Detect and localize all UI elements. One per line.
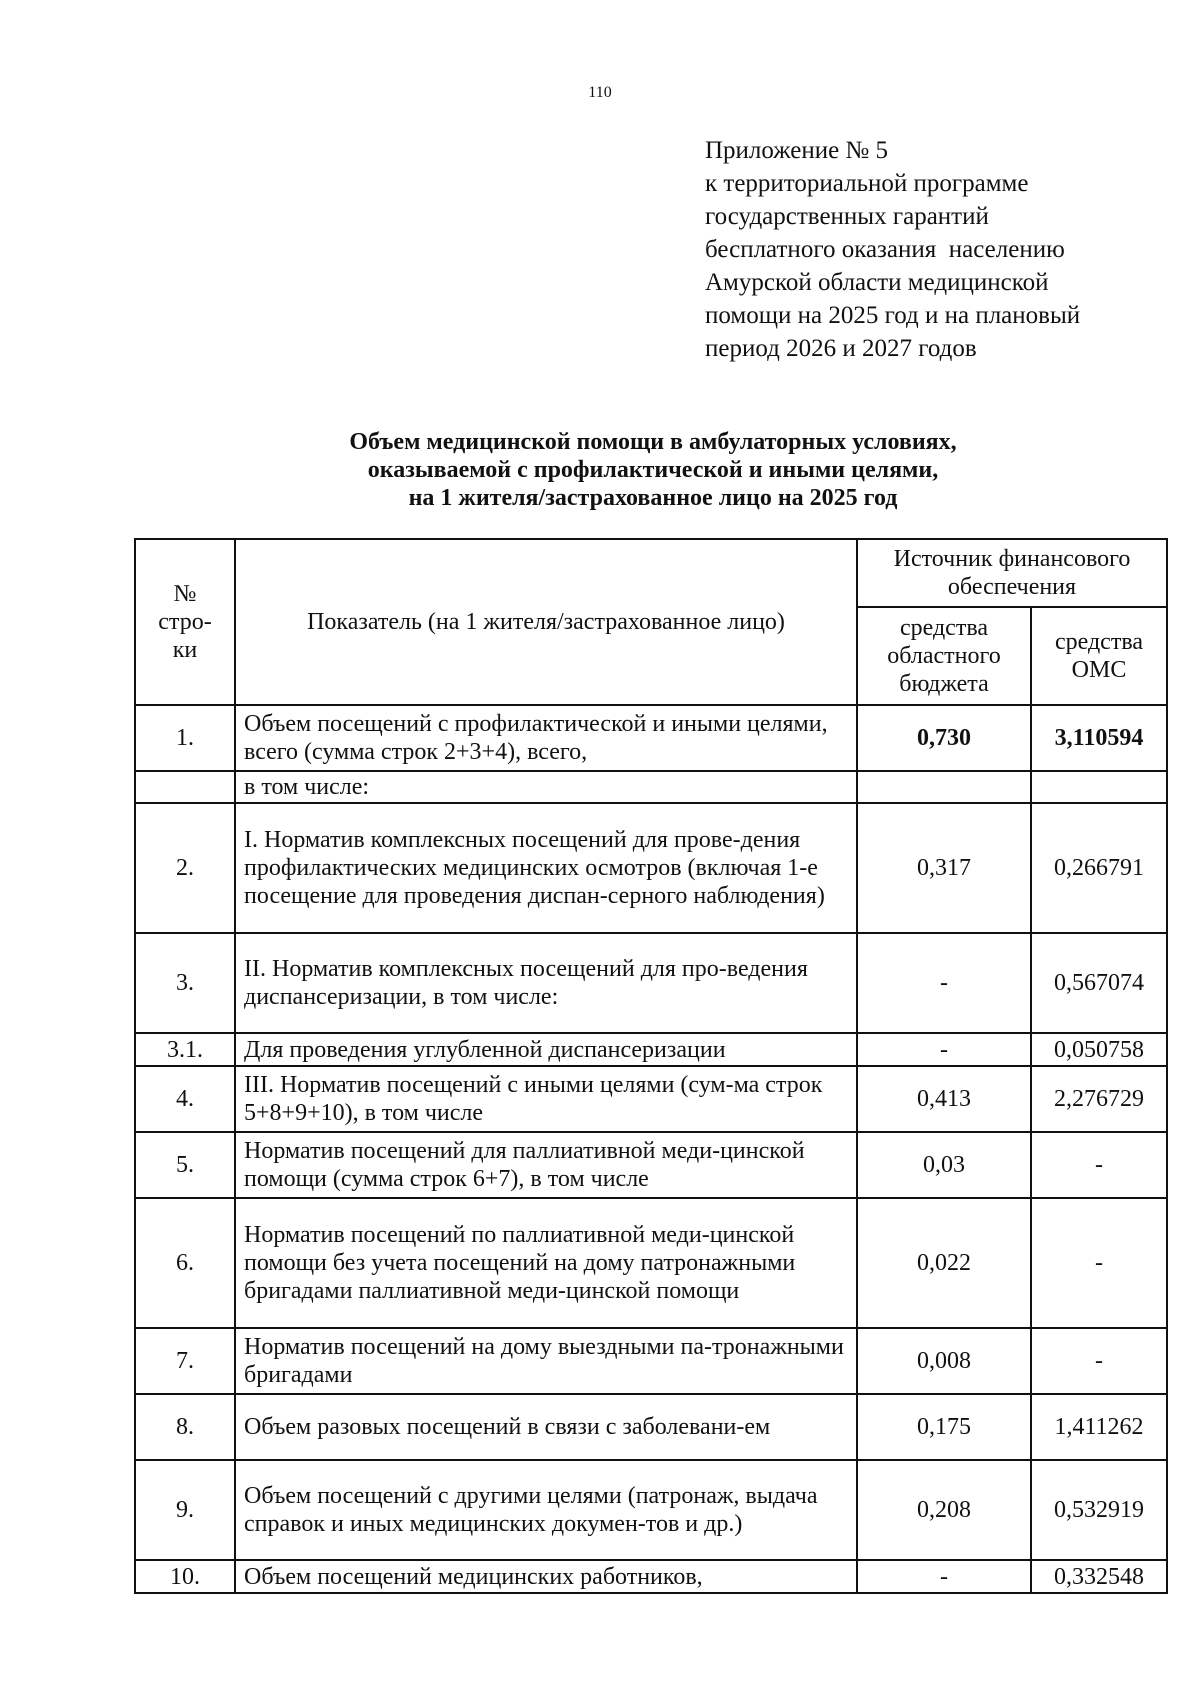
row-number: 1. [135, 705, 235, 771]
row-number: 6. [135, 1198, 235, 1328]
row-oms-value: 0,532919 [1031, 1460, 1167, 1560]
title-line: Объем медицинской помощи в амбулаторных условиях, [349, 429, 957, 455]
row-oms-value: 0,332548 [1031, 1560, 1167, 1593]
row-oms-value [1031, 771, 1167, 803]
row-oms-value: 0,050758 [1031, 1033, 1167, 1066]
appendix-line: помощи на 2025 год и на плановый [705, 302, 1081, 329]
volume-table [134, 538, 1168, 1594]
title-line: оказываемой с профилактической и иными целями, [367, 457, 939, 483]
row-oms-value: - [1031, 1198, 1167, 1328]
appendix-line: к территориальной программе [705, 170, 1029, 197]
appendix-line: период 2026 и 2027 годов [705, 335, 977, 362]
title-line: на 1 жителя/застрахованное лицо на 2025 год [408, 485, 898, 511]
table-row [135, 1132, 1167, 1198]
row-budget-value: 0,413 [857, 1066, 1031, 1132]
row-number [135, 771, 235, 803]
page-number: 110 [588, 84, 612, 101]
row-indicator: в том числе: [235, 771, 857, 803]
row-indicator: I. Норматив комплексных посещений для прове-дения профилактических медицинских осмотров (включая 1-е посещение для проведения диспан-серного наблюдения) [235, 803, 857, 933]
row-oms-value: 3,110594 [1031, 705, 1167, 771]
table-row [135, 771, 1167, 803]
row-budget-value: 0,03 [857, 1132, 1031, 1198]
row-oms-value: 1,411262 [1031, 1394, 1167, 1460]
row-budget-value: - [857, 1560, 1031, 1593]
row-number: 10. [135, 1560, 235, 1593]
row-indicator: Объем разовых посещений в связи с заболевани-ем [235, 1394, 857, 1460]
appendix-line: Амурской области медицинской [705, 269, 1049, 296]
row-budget-value: 0,008 [857, 1328, 1031, 1394]
row-budget-value: 0,208 [857, 1460, 1031, 1560]
row-number: 3. [135, 933, 235, 1033]
row-budget-value: 0,175 [857, 1394, 1031, 1460]
row-budget-value: 0,730 [857, 705, 1031, 771]
row-number: 7. [135, 1328, 235, 1394]
table-row [135, 803, 1167, 933]
row-oms-value: 0,266791 [1031, 803, 1167, 933]
row-indicator: Объем посещений с другими целями (патронаж, выдача справок и иных медицинских докумен-тов и др.) [235, 1460, 857, 1560]
table-row [135, 1394, 1167, 1460]
table-row [135, 933, 1167, 1033]
table-row [135, 1560, 1167, 1593]
appendix-header [705, 134, 1155, 365]
row-oms-value: 2,276729 [1031, 1066, 1167, 1132]
document-title [0, 428, 1200, 512]
row-number: 2. [135, 803, 235, 933]
table-row [135, 1198, 1167, 1328]
row-oms-value: - [1031, 1328, 1167, 1394]
header-oms: средства ОМС [1031, 607, 1167, 705]
row-oms-value: - [1031, 1132, 1167, 1198]
row-indicator: II. Норматив комплексных посещений для про-ведения диспансеризации, в том числе: [235, 933, 857, 1033]
table-row [135, 705, 1167, 771]
row-indicator: Норматив посещений по паллиативной меди-цинской помощи без учета посещений на дому патронажными бригадами паллиативной меди-цинской помощи [235, 1198, 857, 1328]
row-number: 4. [135, 1066, 235, 1132]
row-number: 8. [135, 1394, 235, 1460]
appendix-line: Приложение № 5 [705, 137, 889, 164]
header-indicator: Показатель (на 1 жителя/застрахованное лицо) [235, 539, 857, 705]
row-oms-value: 0,567074 [1031, 933, 1167, 1033]
row-budget-value: - [857, 1033, 1031, 1066]
row-indicator: III. Норматив посещений с иными целями (сум-ма строк 5+8+9+10), в том числе [235, 1066, 857, 1132]
table-row [135, 1328, 1167, 1394]
header-funding-source: Источник финансового обеспечения [857, 539, 1167, 607]
appendix-line: бесплатного оказания населению [705, 236, 1065, 263]
row-indicator: Объем посещений с профилактической и иными целями, всего (сумма строк 2+3+4), всего, [235, 705, 857, 771]
row-number: 5. [135, 1132, 235, 1198]
row-budget-value: 0,022 [857, 1198, 1031, 1328]
appendix-line: государственных гарантий [705, 203, 989, 230]
row-budget-value: 0,317 [857, 803, 1031, 933]
row-indicator: Норматив посещений для паллиативной меди-цинской помощи (сумма строк 6+7), в том числе [235, 1132, 857, 1198]
row-number: 9. [135, 1460, 235, 1560]
row-indicator: Объем посещений медицинских работников, [235, 1560, 857, 1593]
row-budget-value [857, 771, 1031, 803]
table-row [135, 1460, 1167, 1560]
table-row [135, 1033, 1167, 1066]
header-row-number: № стро-ки [135, 539, 235, 705]
row-indicator: Норматив посещений на дому выездными па-тронажными бригадами [235, 1328, 857, 1394]
table-header [135, 539, 1167, 705]
row-number: 3.1. [135, 1033, 235, 1066]
row-budget-value: - [857, 933, 1031, 1033]
table-row [135, 1066, 1167, 1132]
row-indicator: Для проведения углубленной диспансеризации [235, 1033, 857, 1066]
header-regional-budget: средства областного бюджета [857, 607, 1031, 705]
